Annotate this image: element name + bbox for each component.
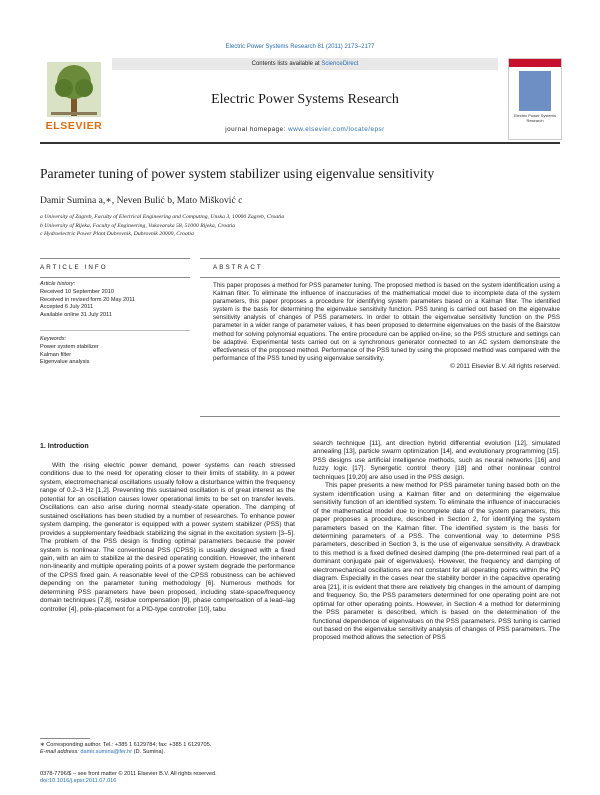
homepage-link[interactable]: www.elsevier.com/locate/epsr (288, 126, 385, 133)
divider (200, 258, 560, 259)
keyword-item: Kalman filter (40, 351, 72, 358)
history-item: Accepted 6 July 2011 (40, 304, 94, 311)
cover-band (509, 59, 561, 67)
elsevier-logo[interactable] (40, 58, 108, 138)
history-item: Available online 31 July 2011 (40, 312, 112, 319)
affiliations (40, 213, 560, 239)
affiliation-b: b University of Rijeka, Faculty of Engineering, Vukovarska 58, 51000 Rijeka, Croatia (40, 222, 236, 229)
elsevier-tree-icon (47, 62, 101, 117)
history-label: Article history: (40, 281, 76, 287)
history-item: Received in revised form 20 May 2011 (40, 296, 136, 303)
divider (40, 330, 190, 331)
masthead-rule (40, 142, 560, 144)
contents-prefix: Contents lists available at (251, 61, 322, 67)
paper-title: Parameter tuning of power system stabilizer using eigenvalue sensitivity (40, 166, 435, 181)
email-label: E-mail address: (40, 749, 81, 756)
paragraph: With the rising electric power demand, power systems can reach stressed conditions due to the need for operating closer to their limits of stability. In a power system, electromechanical oscillations usually follow a disturbance within the frequency range of 0.2–3 Hz [1,2]. Preventing this sustained oscillation is of great interest as the potential for an oscillation causes lower operational limits to be set on transfer levels. Oscillations can also arise during normal steady-state operation. The damping of sustained oscillations has been studied by a number of researches. To enhance power system damping, the generator is equipped with a power system stabilizer (PSS) that provides a supplementary feedback stabilizing the signal in the excitation system [3–5]. The problem of the PSS design is finding optimal parameters because the power system is nonlinear. The conventional PSS (CPSS) is usually designed with a fixed gain, with an aim to stabilize at the desired operating condition. However, the inherent non-linearity and multiple operating points of a power system degrade the performance of the CPSS fixed gain. A reasonable level of the CPSS robustness can be achieved depending on the parameter tuning methodology [6]. Numerous methods for determining PSS parameters have been proposed, including state-space/frequency domain techniques [7,8], residue compensation [9], phase compensation of a lead–lag controller [4], pole-placement for a PID-type controller [10], tabu (40, 462, 295, 613)
sciencedirect-link[interactable]: ScienceDirect (321, 61, 359, 67)
journal-citation[interactable]: Electric Power Systems Research 81 (2011) 2173–2177 (225, 44, 375, 50)
copyright: © 2011 Elsevier B.V. All rights reserved. (450, 362, 560, 370)
footnotes (40, 742, 295, 756)
body-column-right (313, 440, 560, 643)
journal-cover[interactable] (508, 58, 562, 140)
email-link[interactable]: damir.sumina@fer.hr (80, 749, 133, 756)
paragraph: search technique [11], ant direction hybrid differential evolution [12], simulated annealing [13], particle swarm optimization [14], and evolutionary programming [15]. PSS designs use artificial intelligence methods, such as neural networks [16] and fuzzy logic [17]. Synergetic control theory [18] and other nonlinear control techniques [19,20] are also used in the PSS design. (313, 440, 560, 481)
homepage-prefix: journal homepage: (225, 126, 289, 133)
contents-bar (112, 58, 498, 70)
keywords (40, 336, 190, 367)
history-item: Received 10 September 2010 (40, 288, 115, 295)
keywords-label: Keywords: (40, 336, 67, 342)
keyword-item: Power system stabilizer (40, 343, 99, 350)
email-suffix: (D. Sumina). (132, 749, 166, 756)
divider (200, 277, 560, 278)
corresponding-author-note: ∗ Corresponding author. Tel.: +385 1 6129784; fax: +385 1 6129705. (40, 742, 212, 748)
paragraph: This paper presents a new method for PSS parameter tuning based both on the system identification using a Kalman filter and on determining the eigenvalue sensitivity function of an identified system. To eliminate the influence of inaccuracies of the mathematical model due to incomplete data of the system parameters, this paper proposes a procedure, described in Section 2, for identifying the system parameters based on the Kalman filter. The identified system is the basis for determining parameters of a PSS. The conventional way to determine PSS parameters, described in Section 3, is the use of eigenvalue sensitivity. A drawback to this method is a fixed defined desired damping (the pre-determined real part of a dominant conjugate pair of eigenvalues). However, the frequency and damping of electromechanical oscillations are not constant for all operating points within the PQ diagram. Especially in the cases near the stability border in the capacitive operating area [21], it is evident that there are relatively big changes in the amount of damping and frequency. So, the PSS parameters determined for one operating point are not optimal for other operating points. However, in Section 4 a method for determining the PSS parameter is described, which is based on the determination of the functional dependence of eigenvalues on the PSS parameters. PSS tuning is carried out based on the eigenvalue sensitivity analysis of changes of PSS parameters. The proposed method allows the selection of PSS (313, 482, 560, 642)
doi-link[interactable]: doi:10.1016/j.epsr.2011.07.016 (40, 778, 117, 785)
affiliation-c: c Hydroelectric Power Plant Dubrovnik, Dubrovnik 20000, Croatia (40, 231, 194, 238)
divider (40, 258, 190, 259)
issn-block (40, 771, 340, 785)
cover-image (519, 71, 551, 111)
email-note (40, 749, 295, 756)
divider (40, 277, 190, 278)
article-info-heading: ARTICLE INFO (40, 264, 108, 271)
footnote-rule (40, 738, 90, 739)
abstract-heading: ABSTRACT (213, 264, 263, 271)
affiliation-a: a University of Zagreb, Faculty of Electrical Engineering and Computing, Unska 3, 10000 Zagreb, Croatia (40, 214, 285, 220)
publisher-name: ELSEVIER (45, 120, 103, 132)
masthead (40, 58, 560, 140)
author-list[interactable]: Damir Sumina a,∗, Neven Bulić b, Mato Mišković c (40, 195, 243, 206)
abstract (213, 282, 560, 371)
journal-title: Electric Power Systems Research (211, 92, 399, 107)
abstract-body: This paper proposes a method for PSS parameter tuning. The proposed method is based on the system identification using a Kalman filter. To eliminate the influence of inaccuracies of the mathematical model due to incomplete data of the system parameters, this paper proposes a procedure for identifying system parameters based on a Kalman filter. The identified system is the basis for determining the eigenvalue sensitivity function. PSS tuning is carried out based on the eigenvalue sensitivity analysis of changes of PSS parameters. In order to obtain the eigenvalue sensitivity function on the PSS parameter in a wider range of parameter values, it has been proposed to determine eigenvalues on the basis of the Bairstow method for solving polynomial equations. The entire procedure can be applied on-line, so the PSS structure and settings can be adaptive. Experimental tests carried out on a synchronous generator connected to an AC system demonstrate the effectiveness of the proposed method. Performance of the PSS tuned by using the proposed method was compared with the performance of the PSS tuned by using eigenvalue sensitivity. (213, 282, 560, 362)
cover-title: Electric Power Systems Research (513, 113, 556, 123)
article-history (40, 281, 190, 320)
journal-homepage (112, 126, 498, 133)
section-heading: 1. Introduction (40, 443, 89, 450)
issn-line: 0378-7796/$ – see front matter © 2011 Elsevier B.V. All rights reserved. (40, 771, 217, 777)
keyword-item: Eigenvalue analysis (40, 359, 90, 366)
body-column-left (40, 462, 295, 614)
divider (200, 416, 560, 417)
